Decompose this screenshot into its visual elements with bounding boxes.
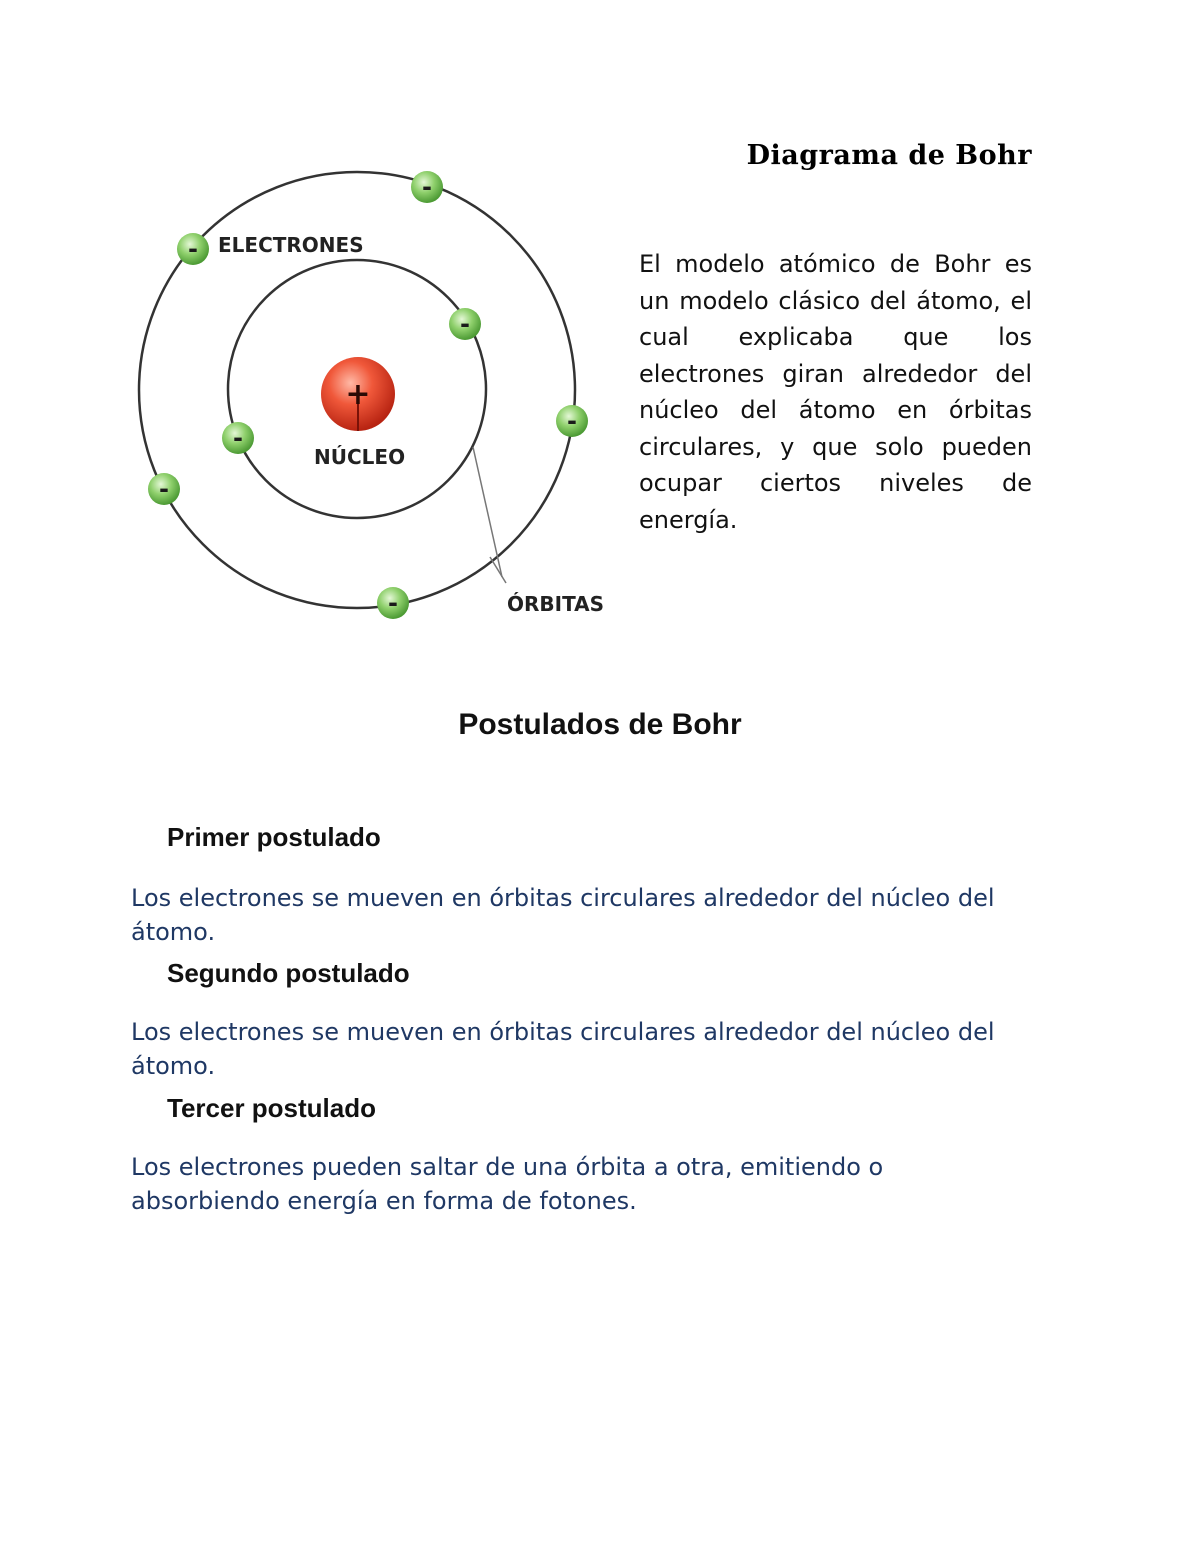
- bohr-diagram: [120, 160, 630, 630]
- electron: [148, 473, 180, 505]
- postulate-heading-first: Primer postulado: [167, 822, 381, 852]
- nucleus-symbol: +: [345, 377, 371, 412]
- svg-text:-: -: [567, 407, 577, 435]
- postulate-text-second: Los electrones se mueven en órbitas circulares alrededor del núcleo del átomo.: [131, 1018, 995, 1080]
- electron: [377, 587, 409, 619]
- postulate-heading-second: Segundo postulado: [167, 958, 410, 988]
- nucleus: [321, 357, 395, 431]
- postulates-title: Postulados de Bohr: [458, 708, 742, 741]
- postulate-text-first: Los electrones se mueven en órbitas circulares alrededor del núcleo del átomo.: [131, 884, 995, 946]
- svg-text:-: -: [159, 475, 169, 503]
- orbit-pointer-line: [473, 447, 502, 577]
- electron: [177, 233, 209, 265]
- bohr-diagram-svg: [120, 160, 630, 630]
- svg-text:-: -: [460, 310, 470, 338]
- orbits-label: ÓRBITAS: [507, 592, 605, 616]
- postulate-heading-third: Tercer postulado: [167, 1093, 377, 1123]
- svg-text:-: -: [388, 589, 398, 617]
- electron: [411, 171, 443, 203]
- electron: [222, 422, 254, 454]
- nucleus-label: NÚCLEO: [314, 445, 406, 469]
- svg-text:-: -: [422, 173, 432, 201]
- page-title: Diagrama de Bohr: [746, 140, 1032, 171]
- postulate-text-third: Los electrones pueden saltar de una órbita a otra, emitiendo o absorbiendo energía en forma de fotones.: [131, 1153, 884, 1215]
- svg-text:-: -: [188, 235, 198, 263]
- svg-text:-: -: [233, 424, 243, 452]
- electrons-label: ELECTRONES: [218, 233, 364, 257]
- electron: [556, 405, 588, 437]
- intro-paragraph: El modelo atómico de Bohr es un modelo clásico del átomo, el cual explicaba que los electrones giran alrededor del núcleo del átomo en órbitas circulares, y que solo pueden ocupar ciertos niveles de energía.: [639, 250, 1032, 534]
- electron: [449, 308, 481, 340]
